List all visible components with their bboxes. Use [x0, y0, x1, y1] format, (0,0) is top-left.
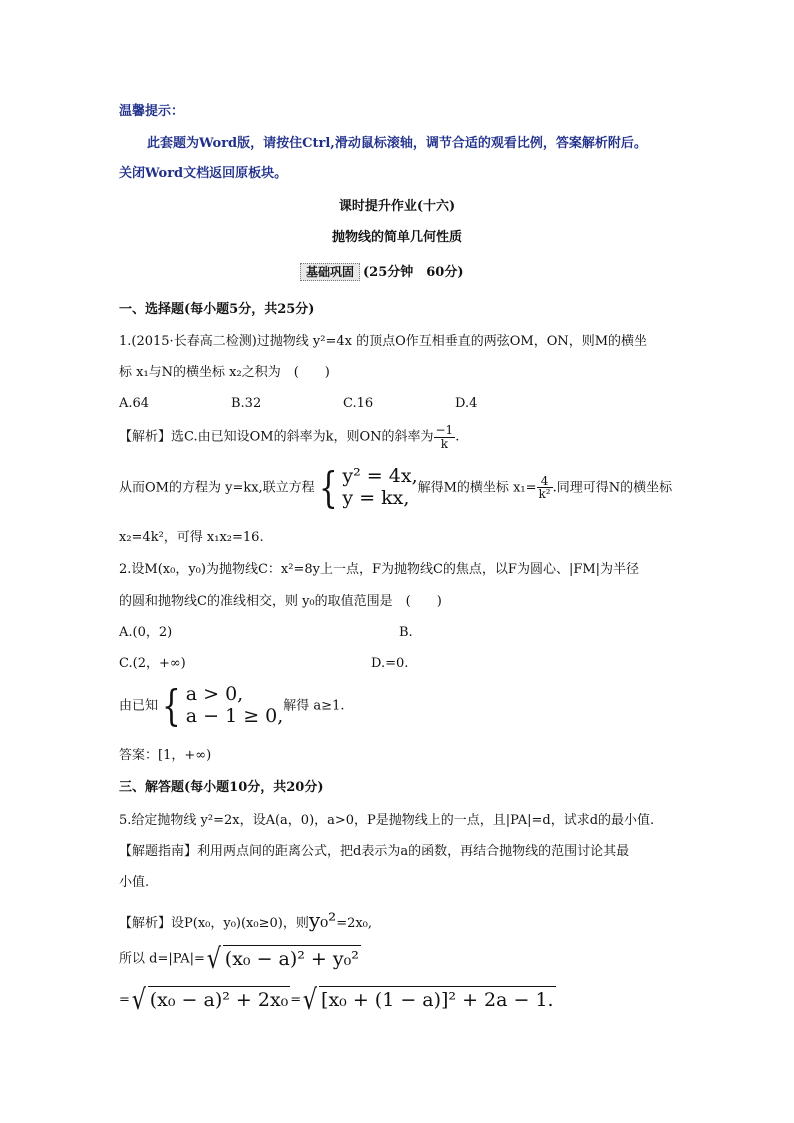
- q1-x1-fraction: $\frac{4}{\text{k²}}$: [538, 473, 551, 502]
- sqrt-expression-1: √ (x₀ − a)² + y₀²: [206, 942, 359, 975]
- q1-option-c: C.16: [343, 396, 374, 411]
- q1-stem-line-1: 1.(2015·长春高二检测)过抛物线 y²=4x 的顶点O作互相垂直的两弦OM，ON，则M的横坐: [119, 334, 648, 349]
- q1-stem-line-2: 标 x₁与N的横坐标 x₂之积为 ( ): [119, 365, 330, 380]
- q1-slope-fraction: $\frac{-1}{k}$: [435, 423, 454, 451]
- q5-guide-line-2: 小值.: [119, 875, 150, 890]
- q2-option-a: A.(0，2): [119, 625, 173, 640]
- basic-badge: 基础巩固: [300, 263, 360, 281]
- q5-analysis-line-1: 【解析】设P(x₀，y₀)(x₀≥0)，则y₀²=2x₀,: [119, 908, 373, 932]
- q2-stem-line-2: 的圆和抛物线C的准线相交，则 y₀的取值范围是 ( ): [119, 594, 442, 609]
- section-badge-row: [300, 263, 464, 281]
- q1-analysis-line-2: 从而OM的方程为 y=kx,联立方程 { y² = 4x, y = kx, 解得M的横坐标 x₁= $\frac{4}{\text{k²}}$ .同理可得N的横坐标: [119, 462, 673, 512]
- tip-line-1: 此套题为Word版，请按住Ctrl,滑动鼠标滚轴，调节合适的观看比例，答案解析附后。: [147, 136, 647, 151]
- tip-title: 温馨提示：: [119, 104, 185, 119]
- sqrt-expression-3: √ [x₀ + (1 − a)]² + 2a − 1.: [302, 983, 554, 1016]
- section-3-heading: 三、解答题(每小题10分，共20分): [119, 780, 324, 795]
- q1-option-d: D.4: [455, 396, 478, 411]
- q5-guide-line-1: 【解题指南】利用两点间的距离公式，把d表示为a的函数，再结合抛物线的范围讨论其最: [119, 844, 630, 859]
- q1-option-b: B.32: [231, 396, 262, 411]
- page-title: 课时提升作业(十六): [338, 199, 456, 214]
- q5-distance-line-2: = √ (x₀ − a)² + 2x₀ = √ [x₀ + (1 − a)]² + 2a − 1.: [119, 983, 554, 1016]
- fragment-condition-line: 由已知 { a > 0, a − 1 ≥ 0, 解得 a≥1.: [119, 680, 345, 730]
- q1-option-a: A.64: [119, 396, 150, 411]
- q2-option-c: C.(2，+∞): [119, 656, 186, 671]
- page-subtitle: 抛物线的简单几何性质: [331, 230, 462, 245]
- q5-distance-line-1: 所以 d=|PA|= √ (x₀ − a)² + y₀²: [119, 942, 359, 975]
- section-1-heading: 一、选择题(每小题5分，共25分): [119, 302, 315, 317]
- sqrt-expression-2: √ (x₀ − a)² + 2x₀: [131, 983, 289, 1016]
- fragment-inequality-system: { a > 0, a − 1 ≥ 0,: [162, 680, 284, 730]
- q2-option-d: D.=0.: [371, 656, 409, 671]
- q1-analysis-text: 【解析】选C.由已知设OM的斜率为k，则ON的斜率为: [119, 429, 434, 445]
- q2-stem-line-1: 2.设M(x₀，y₀)为抛物线C：x²=8y上一点，F为抛物线C的焦点，以F为圆心、|FM|为半径: [119, 562, 640, 577]
- q2-option-b: B.: [399, 625, 413, 640]
- q1-analysis-line-1: 【解析】选C.由已知设OM的斜率为k，则ON的斜率为 $\frac{-1}{k}$ .: [119, 423, 460, 451]
- fragment-answer: 答案：[1，+∞): [119, 748, 212, 763]
- time-score: (25分钟 60分): [363, 265, 464, 280]
- q1-analysis-line-3: x₂=4k²，可得 x₁x₂=16.: [119, 530, 264, 545]
- q1-equation-system: { y² = 4x, y = kx,: [318, 462, 418, 512]
- q5-stem: 5.给定抛物线 y²=2x，设A(a，0)，a>0，P是抛物线上的一点，且|PA|=d，试求d的最小值.: [119, 813, 655, 828]
- tip-line-2: 关闭Word文档返回原板块。: [119, 166, 288, 181]
